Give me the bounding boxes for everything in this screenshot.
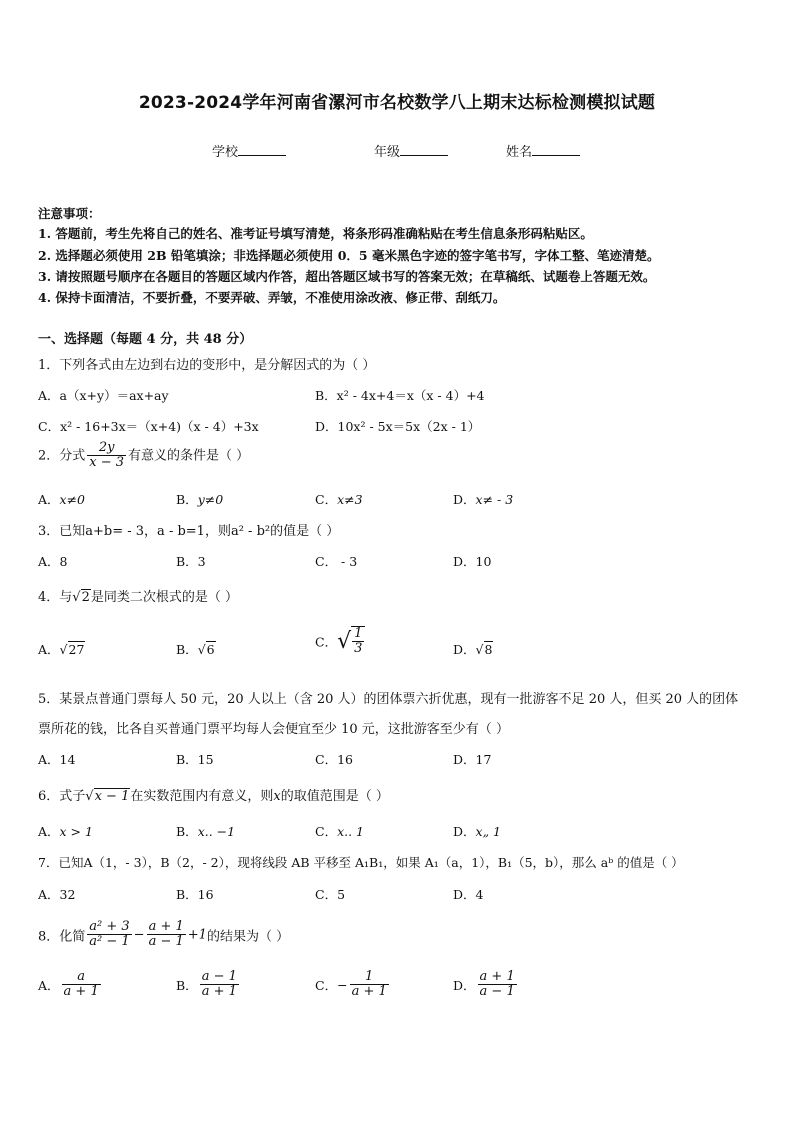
note-item: 1. 答题前，考生先将自己的姓名、准考证号填写清楚，将条形码准确粘贴在考生信息条形码粘贴区。 <box>38 226 593 241</box>
q2-option-c: C．x≠3 <box>315 492 363 507</box>
sqrt-symbol: √2 <box>72 590 90 605</box>
question-5-line-1: 5．某景点普通门票每人 50 元，20 人以上（含 20 人）的团体票六折优惠，现有一批游客不足 20 人，但买 20 人的团体 <box>38 692 739 707</box>
q2-denominator: x − 3 <box>89 455 125 471</box>
question-6-stem: 6．式子√x − 1在实数范围内有意义，则x的取值范围是（ ） <box>38 789 389 804</box>
page-title: 2023-2024学年河南省漯河市名校数学八上期末达标检测模拟试题 <box>138 93 656 113</box>
q3-option-a: A．8 <box>38 554 68 569</box>
name-blank <box>532 143 580 156</box>
school-label: 学校 <box>212 145 239 160</box>
name-label: 姓名 <box>506 145 533 160</box>
note-item: 3. 请按照题号顺序在各题目的答题区域内作答，超出答题区域书写的答案无效；在草稿纸、试题卷上答题无效。 <box>38 269 656 284</box>
note-item: 2. 选择题必须使用 2B 铅笔填涂；非选择题必须使用 0．5 毫米黑色字迹的签字笔书写，字体工整、笔迹清楚。 <box>38 248 660 263</box>
school-blank <box>238 143 286 156</box>
question-2-stem <box>38 441 249 471</box>
q6-option-c: C．x.. 1 <box>315 824 365 839</box>
grade-label: 年级 <box>374 145 401 160</box>
note-item: 4. 保持卡面清洁，不要折叠，不要弄破、弄皱，不准使用涂改液、修正带、刮纸刀。 <box>38 290 506 305</box>
q3-option-c: C． - 3 <box>315 554 358 569</box>
q1-option-c: C．x² - 16+3x＝（x+4)（x - 4）+3x <box>38 419 259 434</box>
q8-fraction-1: $\frac{\text{a² + 3}}{\text{a² − 1}}$ <box>89 919 130 950</box>
school-field <box>212 141 286 160</box>
q5-option-b: B．15 <box>176 752 214 767</box>
question-3-stem: 3．已知a+b= - 3，a - b=1，则a² - b²的值是（ ） <box>38 524 340 539</box>
q8-option-a: A． $\frac{a}{a + 1}$ <box>38 969 99 1000</box>
question-7-stem: 7．已知A（1，- 3），B（2，- 2），现将线段 AB 平移至 A₁B₁，如果 A₁（a，1），B₁（5，b），那么 aᵇ 的值是（ ） <box>38 855 684 870</box>
question-8-stem: 8．化简 $\frac{\text{a² + 3}}{\text{a² − 1}}$ − $\frac{a + 1}{a - 1}$ +1的结果为（ ） <box>38 919 290 950</box>
q1-option-b: B．x² - 4x+4＝x（x - 4）+4 <box>315 388 485 403</box>
q6-option-d: D．x„ 1 <box>453 824 501 839</box>
q1-option-a: A．a（x+y）＝ax+ay <box>38 388 169 403</box>
q2-pre: 2．分式 <box>38 448 86 464</box>
q8-fraction-2: $\frac{a + 1}{a - 1}$ <box>148 919 184 950</box>
section-heading: 一、选择题（每题 4 分，共 48 分） <box>38 332 253 347</box>
grade-field <box>374 141 448 160</box>
q2-option-a: A．x≠0 <box>38 492 86 507</box>
q7-option-c: C．5 <box>315 887 346 902</box>
q2-fraction <box>87 441 126 471</box>
q2-numerator: 2y <box>87 441 126 456</box>
q1-option-d: D．10x² - 5x＝5x（2x - 1） <box>315 419 481 434</box>
question-5-line-2: 票所花的钱，比各自买普通门票平均每人会便宜至少 10 元，这批游客至少有（ ） <box>38 722 509 737</box>
q7-option-a: A．32 <box>38 887 76 902</box>
q4-option-b: B．√6 <box>176 642 215 657</box>
q3-option-b: B．3 <box>176 554 206 569</box>
question-4-stem: 4．与√2是同类二次根式的是（ ） <box>38 590 238 605</box>
q5-option-d: D．17 <box>453 752 492 767</box>
q8-option-b: B． $\frac{a - 1}{a + 1}$ <box>176 969 237 1000</box>
q7-option-b: B．16 <box>176 887 214 902</box>
q4-option-a: A．√27 <box>38 642 85 657</box>
question-1-stem: 1．下列各式由左边到右边的变形中，是分解因式的为（ ） <box>38 358 376 373</box>
q2-option-b: B．y≠0 <box>176 492 224 507</box>
name-field <box>506 141 580 160</box>
q8-option-d: D． $\frac{a + 1}{a - 1}$ <box>453 969 515 1000</box>
q5-option-a: A．14 <box>38 752 76 767</box>
grade-blank <box>400 143 448 156</box>
q3-option-d: D．10 <box>453 554 492 569</box>
q5-option-c: C．16 <box>315 752 353 767</box>
q2-post: 有意义的条件是（ ） <box>128 448 250 464</box>
q2-option-d: D．x≠ - 3 <box>453 492 514 507</box>
notes-heading: 注意事项： <box>38 206 101 221</box>
q6-option-a: A．x > 1 <box>38 824 93 839</box>
q7-option-d: D．4 <box>453 887 484 902</box>
q8-option-c: C．− $\frac{1}{a + 1}$ <box>315 969 387 1000</box>
q4-option-c: C．√ $\frac{1}{3}$ <box>315 626 365 657</box>
q4-option-d: D．√8 <box>453 642 493 657</box>
q6-option-b: B．x.. −1 <box>176 824 236 839</box>
